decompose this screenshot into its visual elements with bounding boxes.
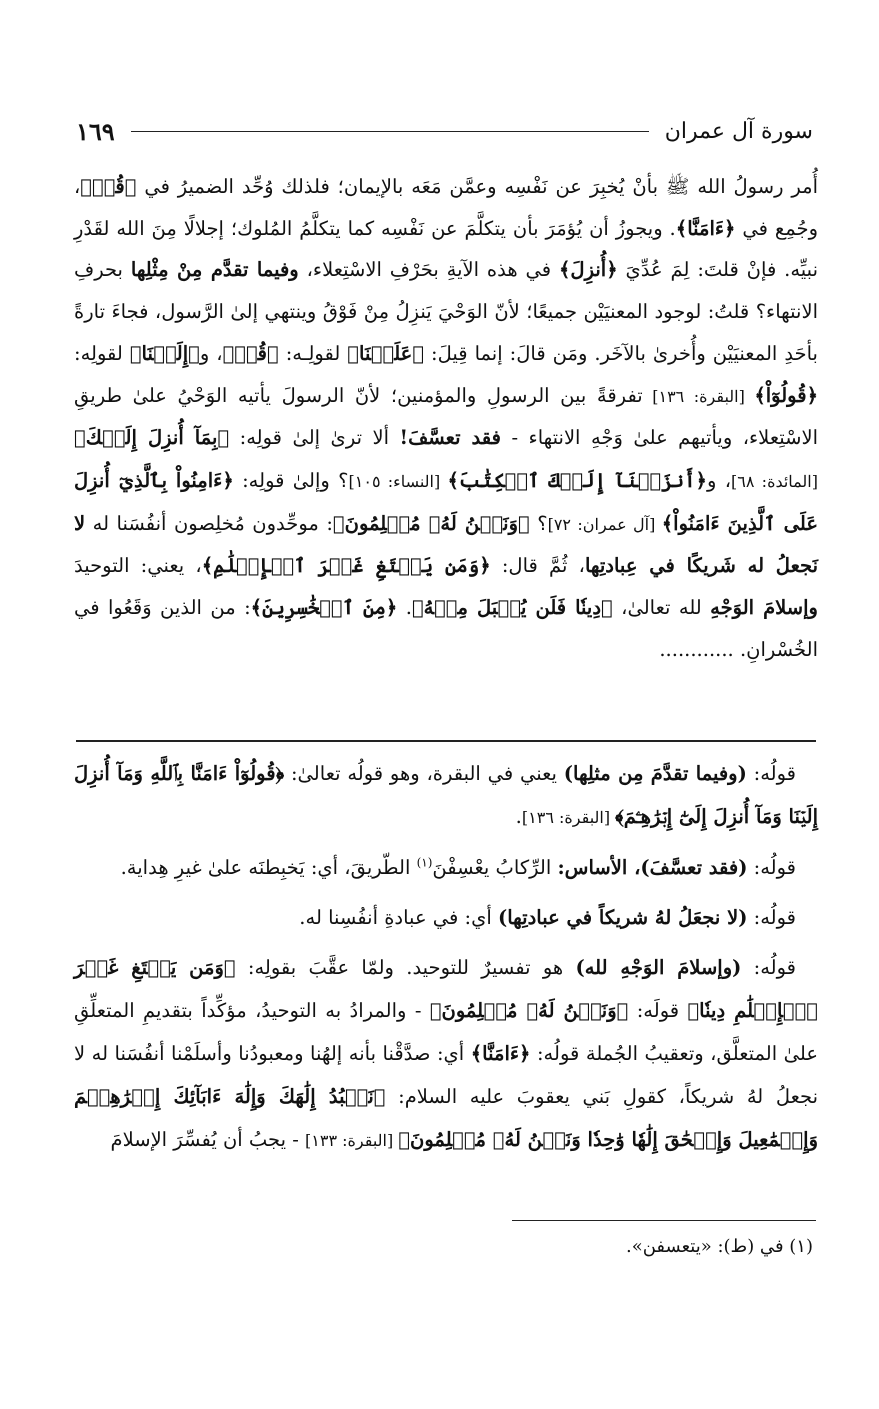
commentary-paragraph: قولُه: (فقد تعسَّفَ)، الأساس: الرِّكابُ يعْسِفْنَ$^{(١)}$ الطّريقَ، أي: يَخبِطنَه علىٰ غيرِ هِداية. — [120, 855, 796, 879]
quran-reference: [المائدة: ٦٨] — [731, 471, 818, 491]
header-rule — [131, 131, 649, 132]
continuation-dots: ............ — [659, 637, 740, 661]
quran-quote: ﴿وَنَحۡنُ لَهُۥ مُسۡلِمُونَ﴾ — [332, 511, 530, 535]
quoted-phrase: (لا نجعَلُ لهُ شريكاً في عبادتِها) — [498, 906, 748, 929]
quran-quote: ﴿بِمَآ أُنزِلَ إِلَيۡكَ﴾ — [74, 426, 230, 450]
quran-quote: ﴿مِنَ ٱلۡخَٰسِرِينَ﴾ — [250, 596, 398, 620]
quran-quote: ﴿أُنزِلَ﴾ — [559, 258, 618, 282]
footnote-marker[interactable]: (١) — [416, 855, 433, 870]
quran-quote: ﴿قُولُوٓاْ﴾ — [754, 383, 819, 407]
quran-quote: ﴿وَمَن يَبۡتَغِ غَيۡرَ ٱلۡإِسۡلَٰمِ﴾ — [201, 554, 491, 578]
bold-phrase: فقد تعسَّفَ! — [399, 426, 501, 450]
surah-title: سورة آل عمران — [664, 118, 813, 144]
quoted-phrase: (وفيما تقدَّمَ مِن مثلِها) — [563, 762, 747, 785]
quran-quote: ﴿إِلَيۡنَا﴾ — [129, 341, 200, 365]
commentary-paragraph: قولُه: (لا نجعَلُ لهُ شريكاً في عبادتِها) أي: في عبادةِ أنفُسِنا له. — [299, 906, 796, 929]
section-divider — [76, 740, 816, 742]
quran-quote: ﴿عَلَيۡنَا﴾ — [347, 341, 425, 365]
quran-quote: ﴿وَنَحۡنُ لَهُۥ مُسۡلِمُونَ﴾ — [429, 999, 629, 1022]
quran-quote: ﴿دِينٗا فَلَن يُقۡبَلَ مِنۡهُ﴾ — [411, 596, 613, 620]
page-number: ١٦٩ — [76, 116, 115, 146]
bold-phrase: لا نَجعلُ له شَريكًا في عِبادتِها — [74, 511, 818, 578]
quran-quote: ﴿ءَامِنُواْ بِٱلَّذِيٓ أُنزِلَ عَلَى ٱلَّذِينَ ءَامَنُواْ﴾ — [74, 468, 818, 535]
quoted-phrase: (وإسلامَ الوَجْهِ لله) — [575, 956, 742, 979]
quran-quote: ﴿ءَامَنَّا﴾ — [675, 216, 736, 240]
quran-reference: [البقرة: ١٣٦] — [521, 808, 616, 827]
bold-phrase: وإسلامَ الوَجْهِ — [710, 596, 818, 620]
main-paragraph: أُمر رسولُ الله ﷺ بأنْ يُخبِرَ عن نَفْسِه وعمَّن مَعَه بالإيمان؛ فلذلك وُحِّد الضميرُ في ﴿قُلۡ﴾، وجُمِع في ﴿ءَامَنَّا﴾. ويجوزُ أن يُؤمَرَ بأن يتكلَّمَ عن نَفْسِه كما يتكلَّمُ المُلوك؛ إجلالًا مِنَ الله لقَدْرِ نبيِّه. فإنْ قلتَ: لِمَ عُدِّيَ ﴿أُنزِلَ﴾ في هذه الآيةِ بحَرْفِ الاسْتِعلاء، وفيما تقدَّم مِنْ مِثْلِها بحرفِ الانتهاء؟ قلتُ: لوجود المعنيَيْن جميعًا؛ لأنّ الوَحْيَ يَنزِلُ مِنْ فَوْقُ وينتهي إلىٰ الرَّسول، فجاءَ تارةً بأحَدِ المعنيَيْن وأُخرىٰ بالآخَر. ومَن قالَ: إنما قِيلَ: ﴿عَلَيۡنَا﴾ لقولِـه: ﴿قُلۡ﴾، و﴿إِلَيۡنَا﴾ لقولِه: ﴿قُولُوٓاْ﴾ [البقرة: ١٣٦] تفرقةً بين الرسولِ والمؤمنين؛ لأنّ الرسولَ يأتيه الوَحْيُ علىٰ طريقِ الاسْتِعلاء، ويأتيهم علىٰ وَجْهِ الانتهاء - فقد تعسَّفَ! ألا ترىٰ إلىٰ قولِه: ﴿بِمَآ أُنزِلَ إِلَيۡكَ﴾ [المائدة: ٦٨]، و﴿أَنزَلۡنَآ إِلَيۡكَ ٱلۡكِتَٰبَ﴾ [النساء: ١٠٥]؟ وإلىٰ قولِه: ﴿ءَامِنُواْ بِٱلَّذِيٓ أُنزِلَ عَلَى ٱلَّذِينَ ءَامَنُواْ﴾ [آل عمران: ٧٢]؟ ﴿وَنَحۡنُ لَهُۥ مُسۡلِمُونَ﴾: موحِّدون مُخلِصون أنفُسَنا له لا نَجعلُ له شَريكًا في عِبادتِها، ثُمَّ قال: ﴿وَمَن يَبۡتَغِ غَيۡرَ ٱلۡإِسۡلَٰمِ﴾، يعني: التوحيدَ وإسلامَ الوَجْهِ لله تعالىٰ، ﴿دِينٗا فَلَن يُقۡبَلَ مِنۡهُ﴾. ﴿مِنَ ٱلۡخَٰسِرِينَ﴾: من الذين وَقَعُوا في الخُسْرانِ. ............ — [74, 175, 819, 661]
quran-quote: ﴿نَعۡبُدُ إِلَٰهَكَ وَإِلَٰهَ ءَابَآئِكَ إِبۡرَٰهِـۧمَ وَإِسۡمَٰعِيلَ وَإِسۡحَٰقَ إِلَٰهٗا وَٰحِدٗا وَنَحۡنُ لَهُۥ مُسۡلِمُونَ﴾ — [74, 1085, 818, 1151]
quran-reference: [النساء: ١٠٥] — [348, 471, 448, 491]
bold-phrase: وفيما تقدَّم مِنْ مِثْلِها — [130, 258, 299, 282]
quran-quote: ﴿قُلۡ﴾ — [80, 175, 137, 198]
quran-quote: ﴿ءَامَنَّا﴾ — [470, 1042, 531, 1065]
page-header — [76, 108, 813, 154]
quran-reference: [آل عمران: ٧٢] — [547, 514, 662, 534]
main-text — [74, 166, 818, 670]
quran-reference: [البقرة: ١٣٣] — [305, 1131, 399, 1150]
quran-quote: ﴿قُولُوٓاْ ءَامَنَّا بِٱللَّهِ وَمَآ أُنزِلَ إِلَيۡنَا وَمَآ أُنزِلَ إِلَىٰٓ إِبۡرَٰهِـۧمَ﴾ — [74, 762, 818, 828]
quran-quote: ﴿وَمَن يَبۡتَغِ غَيۡرَ ٱلۡإِسۡلَٰمِ دِينٗا﴾ — [74, 956, 818, 1022]
footnote-rule — [512, 1220, 816, 1221]
commentary-paragraph: قولُه: (وإسلامَ الوَجْهِ لله) هو تفسيرٌ للتوحيد. ولمّا عقَّبَ بقولِه: ﴿وَمَن يَبۡتَغِ غَيۡرَ ٱلۡإِسۡلَٰمِ دِينٗا﴾ قولَه: ﴿وَنَحۡنُ لَهُۥ مُسۡلِمُونَ﴾ - والمرادُ به التوحيدُ، مؤكِّداً بتقديمِ المتعلِّقِ علىٰ المتعلَّق، وتعقيبُ الجُملة قولُه: ﴿ءَامَنَّا﴾ أي: صدَّقْنا بأنه إلهُنا ومعبودُنا وأسلَمْنا أنفُسَنا له لا نجعلُ لهُ شريكاً، كقولِ بَني يعقوبَ عليه السلام: ﴿نَعۡبُدُ إِلَٰهَكَ وَإِلَٰهَ ءَابَآئِكَ إِبۡرَٰهِـۧمَ وَإِسۡمَٰعِيلَ وَإِسۡحَٰقَ إِلَٰهٗا وَٰحِدٗا وَنَحۡنُ لَهُۥ مُسۡلِمُونَ﴾ [البقرة: ١٣٣] - يجبُ أن يُفسِّرَ الإسلامَ — [74, 956, 819, 1151]
footnote: (١) في (ط): «يتعسفن». — [626, 1236, 813, 1257]
quran-reference: [البقرة: ١٣٦] — [642, 386, 755, 406]
quran-quote: ﴿أَنزَلۡنَآ إِلَيۡكَ ٱلۡكِتَٰبَ﴾ — [447, 468, 707, 492]
commentary-section — [74, 752, 818, 1169]
quran-quote: ﴿قُلۡ﴾ — [222, 341, 279, 365]
commentary-paragraph: قولُه: (وفيما تقدَّمَ مِن مثلِها) يعني في البقرة، وهو قولُه تعالىٰ: ﴿قُولُوٓاْ ءَامَنَّا بِٱللَّهِ وَمَآ أُنزِلَ إِلَيۡنَا وَمَآ أُنزِلَ إِلَىٰٓ إِبۡرَٰهِـۧمَ﴾ [البقرة: ١٣٦]. — [74, 762, 818, 828]
quoted-phrase: (فقد تعسَّفَ)، الأساس: — [557, 856, 748, 879]
